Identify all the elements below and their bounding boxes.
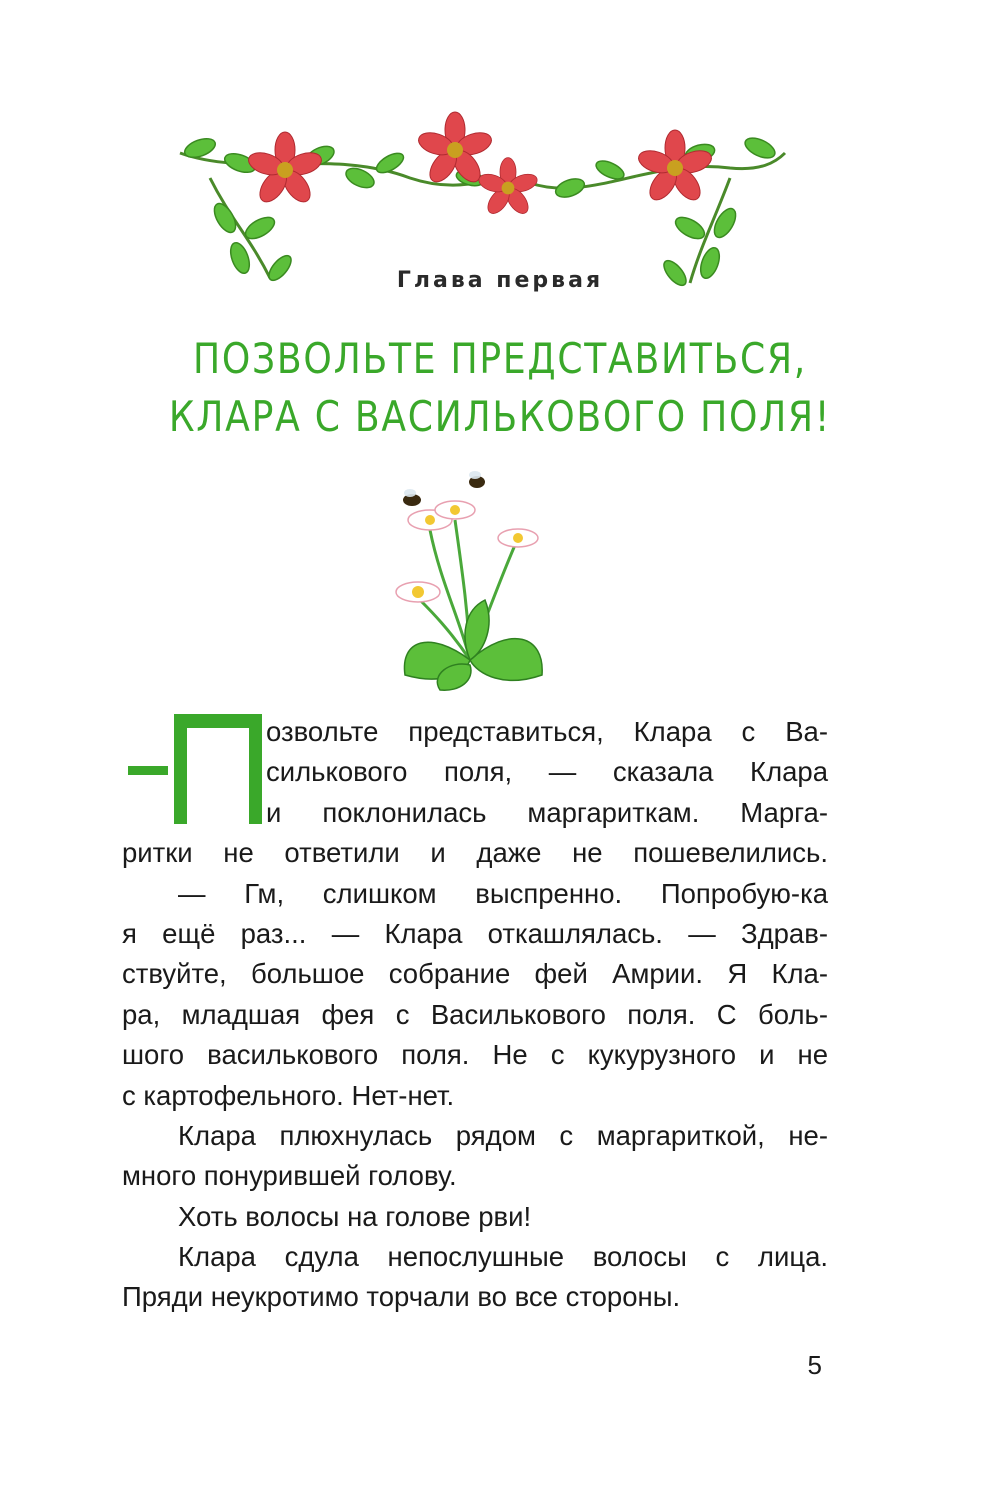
paragraph-1-line-2: силькового поля, — сказала Клара: [266, 756, 828, 788]
paragraph-2-line-5: шого василькового поля. Не с кукурузного и не: [122, 1039, 828, 1071]
paragraph-1-line-3: и поклонилась маргариткам. Марга-: [266, 796, 828, 828]
paragraph-5-line-1: Клара сдула непослушные волосы с лица.: [178, 1241, 828, 1273]
paragraph-3-line-1: Клара плюхнулась рядом с маргариткой, не-: [178, 1119, 828, 1151]
chapter-title: [156, 330, 844, 446]
daisy-with-bees-illustration: [370, 460, 570, 700]
paragraph-2-line-3: ствуйте, большое собрание фей Амрии. Я Кла-: [122, 958, 828, 990]
paragraph-1-line-1: озвольте представиться, Клара с Ва-: [266, 716, 828, 747]
paragraph-4-line-1: Хоть волосы на голове рви!: [178, 1200, 532, 1232]
paragraph-2-line-6: с картофельного. Нет-нет.: [122, 1079, 455, 1111]
paragraph-2-line-4: ра, младшая фея с Василькового поля. С боль-: [122, 998, 828, 1030]
chapter-label: Глава первая: [396, 268, 604, 293]
paragraph-2-line-1: — Гм, слишком выспренно. Попробую-ка: [178, 877, 828, 909]
paragraph-3-line-2: много понурившей голову.: [122, 1160, 457, 1192]
paragraph-2-line-2: я ещё раз... — Клара откашлялась. — Здрав-: [122, 917, 828, 949]
page-number: 5: [807, 1350, 822, 1380]
paragraph-5-line-2: Пряди неукротимо торчали во все стороны.: [122, 1281, 681, 1313]
paragraph-1-line-4: ритки не ответили и даже не пошевелились.: [122, 837, 828, 869]
chapter-title-line-1: ПОЗВОЛЬТЕ ПРЕДСТАВИТЬСЯ,: [193, 334, 807, 383]
chapter-title-line-2: КЛАРА С ВАСИЛЬКОВОГО ПОЛЯ!: [168, 392, 832, 441]
body-text: [122, 712, 828, 1318]
